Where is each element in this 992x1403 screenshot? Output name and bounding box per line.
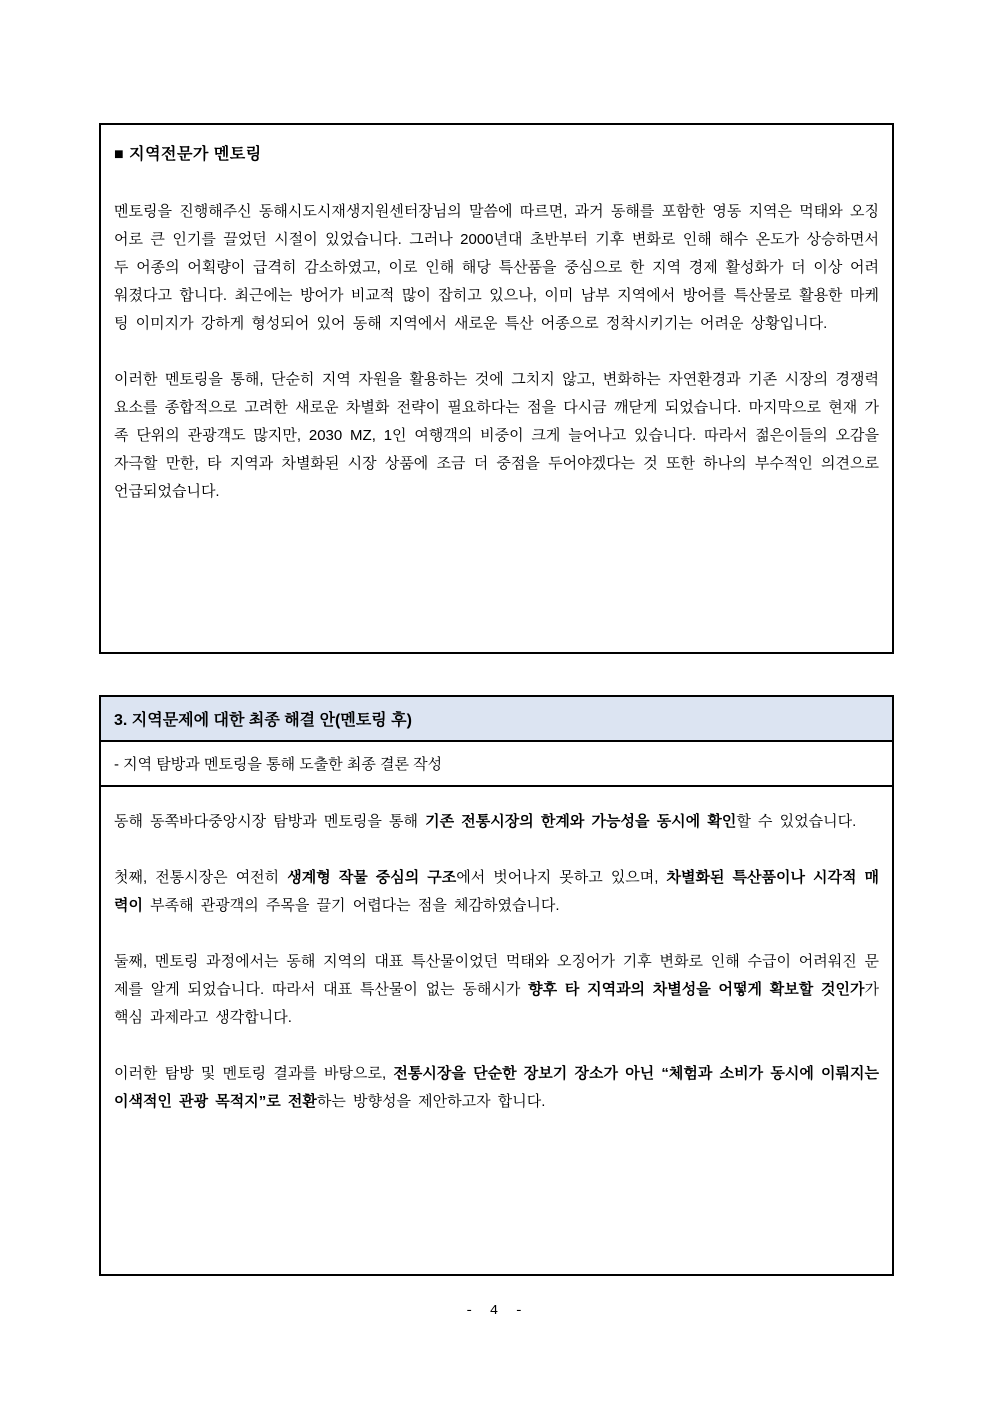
solution-paragraph-1: 동해 동쪽바다중앙시장 탐방과 멘토링을 통해 기존 전통시장의 한계와 가능성을 동시에 확인할 수 있었습니다. xyxy=(114,813,857,830)
solution-paragraph-3: 둘째, 멘토링 과정에서는 동해 지역의 대표 특산물이었던 먹태와 오징어가 기후 변화로 인해 수급이 어려워진 문제를 알게 되었습니다. 따라서 대표 특산물이 없는 동해시가 향후 타 지역과의 차별성을 어떻게 확보할 것인가가 핵심 과제라고 생각합니다. xyxy=(114,953,879,1026)
solution-paragraph-2: 첫째, 전통시장은 여전히 생계형 작물 중심의 구조에서 벗어나지 못하고 있으며, 차별화된 특산품이나 시각적 매력이 부족해 관광객의 주목을 끌기 어렵다는 점을 체감하였습니다. xyxy=(114,869,880,914)
solution-section-header-label: 3. 지역문제에 대한 최종 해결 안(멘토링 후) xyxy=(114,712,412,729)
mentoring-section-title: ■ 지역전문가 멘토링 xyxy=(114,146,262,163)
final-solution-section xyxy=(99,695,894,1276)
solution-paragraph-4: 이러한 탐방 및 멘토링 결과를 바탕으로, 전통시장을 단순한 장보기 장소가 아닌 “체험과 소비가 동시에 이뤄지는 이색적인 관광 목적지”로 전환하는 방향성을 제안하고자 합니다. xyxy=(114,1065,880,1110)
solution-section-subheader xyxy=(101,742,892,787)
solution-section-body xyxy=(101,787,892,1116)
solution-section-subheader-label: - 지역 탐방과 멘토링을 통해 도출한 최종 결론 작성 xyxy=(114,756,443,773)
mentoring-paragraph-1: 멘토링을 진행해주신 동해시도시재생지원센터장님의 말씀에 따르면, 과거 동해를 포함한 영동 지역은 먹태와 오징어로 큰 인기를 끌었던 시절이 있었습니다. 그러나 2000년대 초반부터 기후 변화로 인해 해수 온도가 상승하면서 두 어종의 어획량이 급격히 감소하였고, 이로 인해 해당 특산품을 중심으로 한 지역 경제 활성화가 더 이상 어려워졌다고 합니다. 최근에는 방어가 비교적 많이 잡히고 있으나, 이미 남부 지역에서 방어를 특산물로 활용한 마케팅 이미지가 강하게 형성되어 있어 동해 지역에서 새로운 특산 어종으로 정착시키기는 어려운 상황입니다. xyxy=(114,203,879,332)
mentoring-paragraph-2: 이러한 멘토링을 통해, 단순히 지역 자원을 활용하는 것에 그치지 않고, 변화하는 자연환경과 기존 시장의 경쟁력 요소를 종합적으로 고려한 새로운 차별화 전략이 필요하다는 점을 다시금 깨닫게 되었습니다. 마지막으로 현재 가족 단위의 관광객도 많지만, 2030 MZ, 1인 여행객의 비중이 크게 늘어나고 있습니다. 따라서 젊은이들의 오감을 자극할 만한, 타 지역과 차별화된 시장 상품에 조금 더 중점을 두어야겠다는 것 또한 하나의 부수적인 의견으로 언급되었습니다. xyxy=(114,371,879,500)
solution-section-header xyxy=(101,697,892,742)
page-number: - 4 - xyxy=(464,1303,527,1319)
mentoring-section xyxy=(99,123,894,654)
